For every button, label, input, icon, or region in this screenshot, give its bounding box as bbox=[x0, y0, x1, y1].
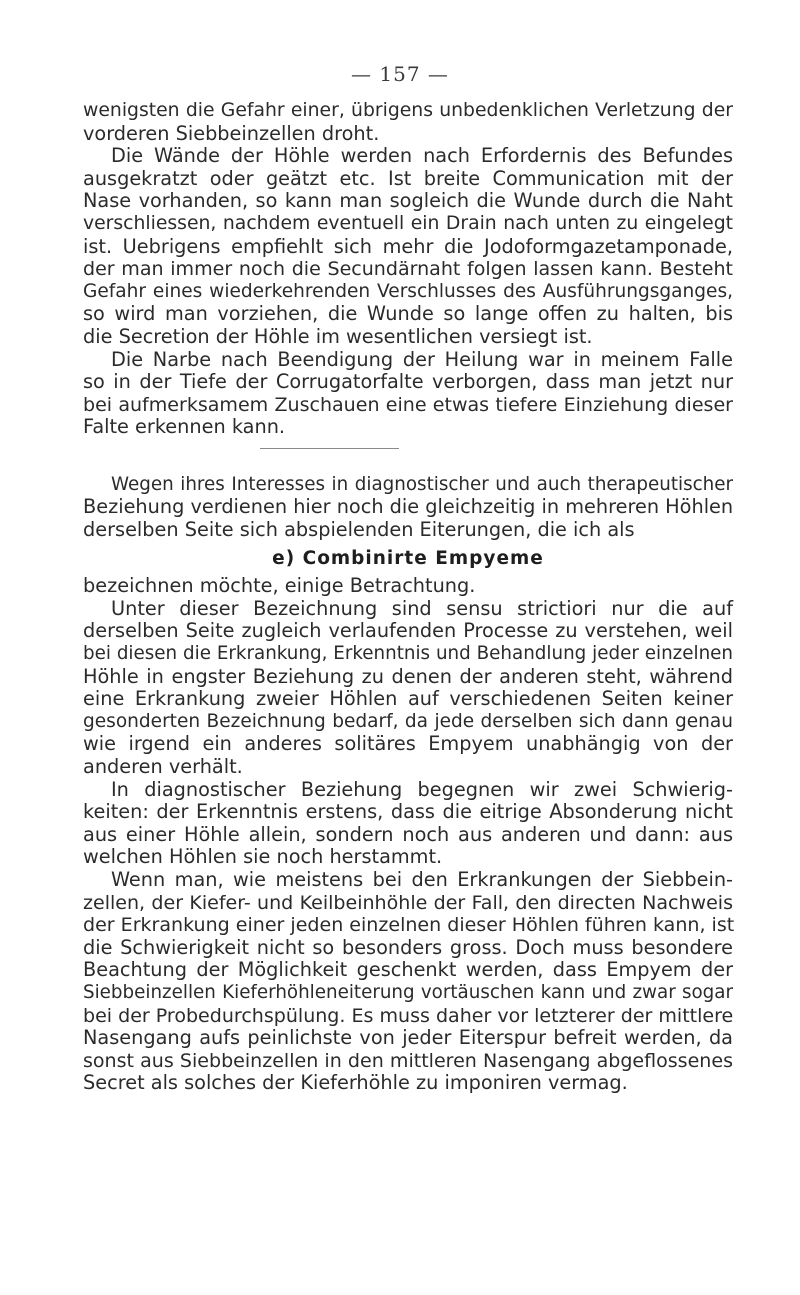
text-line: Beziehung verdienen hier noch die gleichzeitig in mehreren Höhlen bbox=[83, 495, 734, 519]
text-line: bei der Probedurchspülung. Es muss daher vor letzterer der mittlere bbox=[83, 1004, 734, 1027]
paragraph bbox=[83, 598, 733, 779]
text-line: ausgekratzt oder geätzt etc. Ist breite Communication mit der bbox=[83, 166, 733, 190]
text-line: derselben Seite sich abspielenden Eiterungen, die ich als bbox=[83, 517, 635, 541]
paragraph bbox=[83, 100, 733, 145]
section-separator-rule bbox=[260, 448, 399, 449]
text-line: Beachtung der Möglichkeit geschenkt werden, dass Empyem der bbox=[83, 958, 733, 982]
text-line: In diagnostischer Beziehung begegnen wir zwei Schwierig- bbox=[111, 777, 733, 801]
body-text bbox=[83, 100, 733, 1095]
paragraph bbox=[83, 575, 733, 598]
text-line: verschliessen, nachdem eventuell ein Drain nach unten zu eingelegt bbox=[83, 212, 733, 234]
text-line: Nase vorhanden, so kann man sogleich die Wunde durch die Naht bbox=[83, 189, 733, 213]
text-line: Siebbeinzellen Kieferhöhleneiterung vortäuschen kann und zwar sogar bbox=[83, 981, 733, 1003]
text-line: die Secretion der Höhle im wesentlichen versiegt ist. bbox=[83, 324, 593, 348]
page-number: — 157 — bbox=[351, 62, 449, 86]
text-line: eine Erkrankung zweier Höhlen auf verschiedenen Seiten keiner bbox=[83, 687, 733, 711]
text-line: bei aufmerksamem Zuschauen eine etwas tiefere Einziehung dieser bbox=[83, 393, 733, 416]
paragraph bbox=[83, 779, 733, 869]
text-line: Falte erkennen kann. bbox=[83, 415, 286, 439]
text-line: welchen Höhlen sie noch herstammt. bbox=[83, 845, 443, 869]
paragraph bbox=[83, 145, 733, 348]
text-line: Wegen ihres Interesses in diagnostischer und auch therapeutischer bbox=[111, 473, 733, 495]
text-line: bei diesen die Erkrankung, Erkenntnis und Behandlung jeder einzelnen bbox=[83, 643, 733, 665]
text-line: Nasengang aufs peinlichste von jeder Eiterspur befreit werden, da bbox=[83, 1026, 733, 1050]
text-line: zellen, der Kiefer- und Keilbeinhöhle der Fall, den directen Nachweis bbox=[83, 891, 733, 914]
text-line: Wenn man, wie meistens bei den Erkrankungen der Siebbein- bbox=[111, 868, 733, 891]
text-line: so wird man vorziehen, die Wunde so lange offen zu halten, bis bbox=[83, 302, 733, 326]
paragraph bbox=[83, 474, 733, 542]
text-line: Secret als solches der Kieferhöhle zu imponiren vermag. bbox=[83, 1071, 628, 1095]
text-line: Höhle in engster Beziehung zu denen der anderen steht, während bbox=[83, 664, 733, 688]
text-line: Die Wände der Höhle werden nach Erfordernis des Befundes bbox=[111, 144, 733, 168]
text-line: Unter dieser Bezeichnung sind sensu strictiori nur die auf bbox=[111, 596, 733, 620]
text-line: der Erkrankung einer jeden einzelnen dieser Höhlen führen kann, ist bbox=[83, 914, 735, 937]
text-line: bezeichnen möchte, einige Betrachtung. bbox=[83, 574, 476, 598]
text-line: Gefahr eines wiederkehrenden Verschlusses des Ausführungsganges, bbox=[83, 280, 733, 302]
text-line: derselben Seite zugleich verlaufenden Processe zu verstehen, weil bbox=[83, 619, 733, 643]
text-line: ist. Uebrigens empfiehlt sich mehr die Jodoformgazetamponade, bbox=[83, 234, 733, 258]
paragraph bbox=[83, 869, 733, 1095]
paragraph bbox=[83, 349, 733, 439]
text-line: vorderen Siebbeinzellen droht. bbox=[83, 121, 380, 145]
text-line: Die Narbe nach Beendigung der Heilung war in meinem Falle bbox=[111, 347, 733, 371]
text-line: sonst aus Siebbeinzellen in den mittleren Nasengang abgeflossenes bbox=[83, 1049, 733, 1072]
separator-row bbox=[83, 439, 733, 462]
text-line: keiten: der Erkenntnis erstens, dass die eitrige Absonderung nicht bbox=[83, 800, 733, 824]
spacer bbox=[83, 462, 733, 474]
text-line: anderen verhält. bbox=[83, 755, 243, 779]
section-heading: e) Combinirte Empyeme bbox=[272, 548, 544, 570]
text-line: wenigsten die Gefahr einer, übrigens unbedenklichen Verletzung der bbox=[83, 100, 733, 121]
text-line: wie irgend ein anderes solitäres Empyem unabhängig von der bbox=[83, 732, 733, 756]
text-line: aus einer Höhle allein, sondern noch aus anderen und dann: aus bbox=[83, 822, 733, 846]
text-line: der man immer noch die Secundärnaht folgen lassen kann. Besteht bbox=[83, 258, 733, 281]
text-line: so in der Tiefe der Corrugatorfalte verborgen, dass man jetzt nur bbox=[83, 370, 733, 394]
text-line: gesonderten Bezeichnung bedarf, da jede derselben sich dann genau bbox=[83, 710, 733, 732]
text-line: die Schwierigkeit nicht so besonders gross. Doch muss besondere bbox=[83, 935, 733, 959]
